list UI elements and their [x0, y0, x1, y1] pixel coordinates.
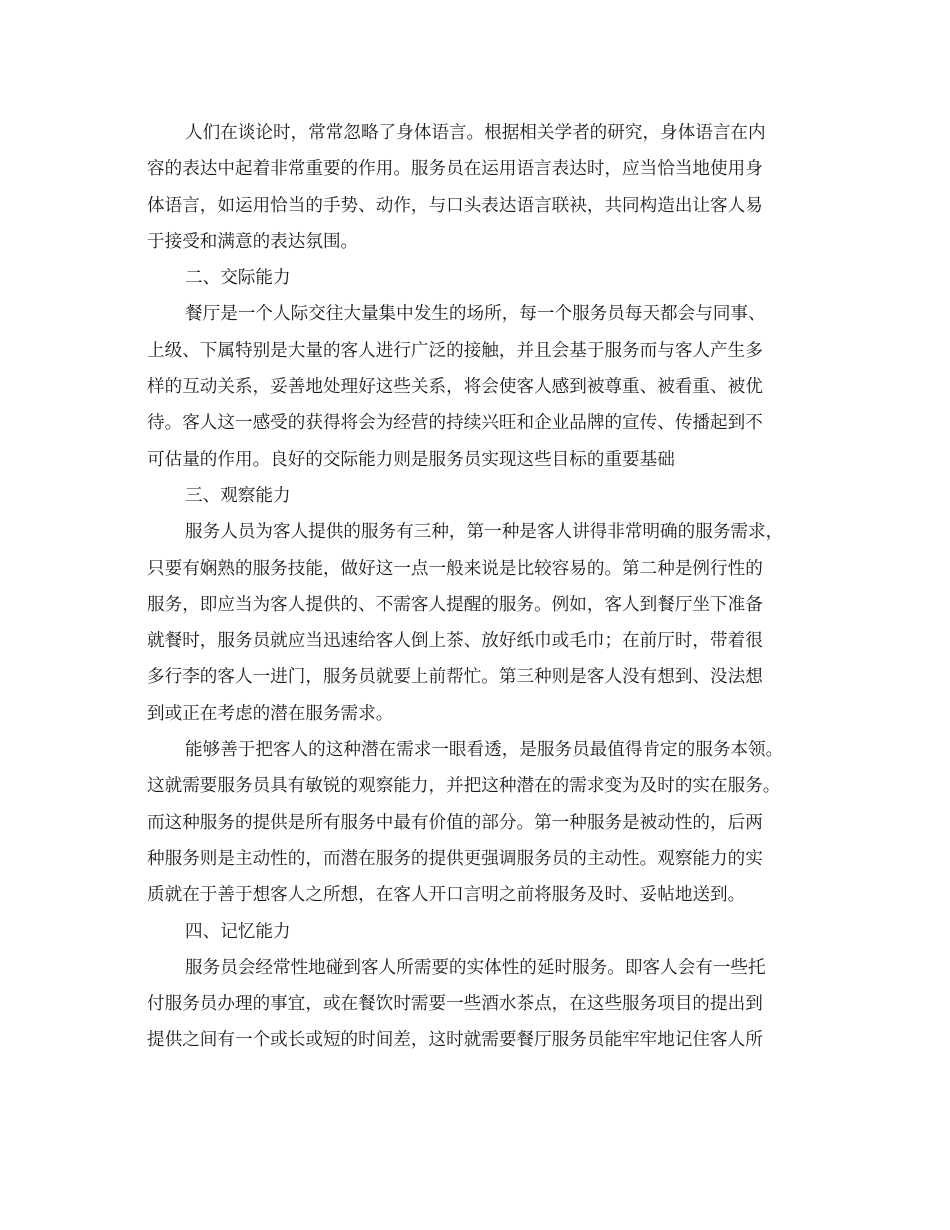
text-line: 付服务员办理的事宜，或在餐饮时需要一些酒水茶点，在这些服务项目的提出到 — [147, 994, 763, 1015]
section-heading: 二、交际能力 — [185, 268, 291, 289]
text-line: 服务员会经常性地碰到客人所需要的实体性的延时服务。即客人会有一些托 — [185, 957, 766, 978]
text-line: 可估量的作用。良好的交际能力则是服务员实现这些目标的重要基础 — [147, 449, 675, 470]
text-line: 服务人员为客人提供的服务有三种，第一种是客人讲得非常明确的服务需求， — [185, 522, 784, 543]
text-line: 待。客人这一感受的获得将会为经营的持续兴旺和企业品牌的宣传、传播起到不 — [147, 413, 763, 434]
text-line: 到或正在考虑的潜在服务需求。 — [147, 703, 394, 724]
text-line: 能够善于把客人的这种潜在需求一眼看透，是服务员最值得肯定的服务本领。 — [185, 740, 784, 761]
text-line: 只要有娴熟的服务技能，做好这一点一般来说是比较容易的。第二种是例行性的 — [147, 558, 763, 579]
text-line: 种服务则是主动性的，而潜在服务的提供更强调服务员的主动性。观察能力的实 — [147, 848, 763, 869]
text-line: 样的互动关系，妥善地处理好这些关系，将会使客人感到被尊重、被看重、被优 — [147, 377, 763, 398]
section-heading: 三、观察能力 — [185, 485, 291, 506]
text-line: 容的表达中起着非常重要的作用。服务员在运用语言表达时，应当恰当地使用身 — [147, 159, 763, 180]
text-line: 这就需要服务员具有敏锐的观察能力，并把这种潜在的需求变为及时的实在服务。 — [147, 776, 781, 797]
text-line: 人们在谈论时，常常忽略了身体语言。根据相关学者的研究，身体语言在内 — [185, 123, 766, 143]
text-line: 多行李的客人一进门，服务员就要上前帮忙。第三种则是客人没有想到、没法想 — [147, 667, 763, 688]
text-line: 于接受和满意的表达氛围。 — [147, 231, 359, 252]
text-line: 体语言，如运用恰当的手势、动作，与口头表达语言联袂，共同构造出让客人易 — [147, 195, 763, 216]
text-line: 提供之间有一个或长或短的时间差，这时就需要餐厅服务员能牢牢地记住客人所 — [147, 1030, 763, 1051]
text-line: 服务，即应当为客人提供的、不需客人提醒的服务。例如，客人到餐厅坐下准备 — [147, 594, 763, 615]
text-line: 而这种服务的提供是所有服务中最有价值的部分。第一种服务是被动性的，后两 — [147, 812, 763, 833]
document-page — [147, 115, 807, 1059]
text-line: 餐厅是一个人际交往大量集中发生的场所，每一个服务员每天都会与同事、 — [185, 304, 766, 325]
text-line: 就餐时，服务员就应当迅速给客人倒上茶、放好纸巾或毛巾；在前厅时，带着很 — [147, 631, 763, 652]
text-line: 上级、下属特别是大量的客人进行广泛的接触，并且会基于服务而与客人产生多 — [147, 340, 763, 361]
section-heading: 四、记忆能力 — [185, 921, 291, 942]
text-line: 质就在于善于想客人之所想，在客人开口言明之前将服务及时、妥帖地送到。 — [147, 885, 746, 906]
